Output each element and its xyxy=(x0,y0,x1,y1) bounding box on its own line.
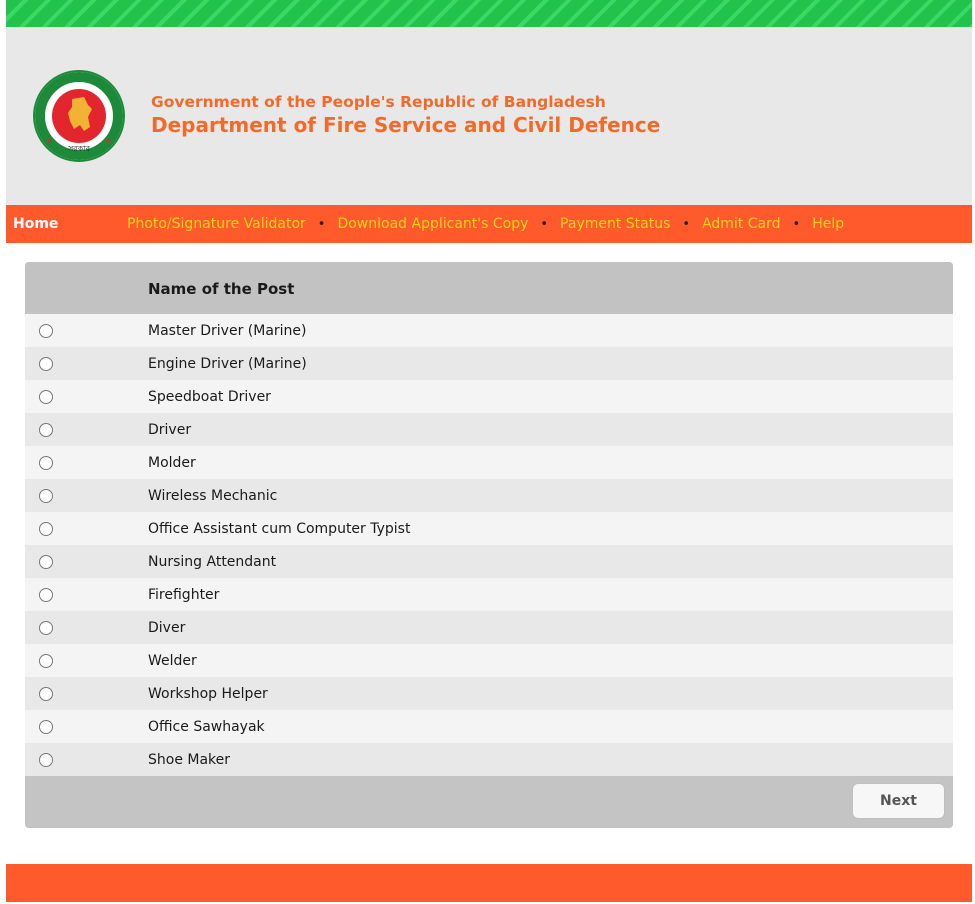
post-radio-button[interactable] xyxy=(39,588,53,602)
post-name-column-header: Name of the Post xyxy=(148,280,295,298)
post-name-label: Molder xyxy=(148,454,196,471)
footer-bar xyxy=(6,864,972,902)
post-name-label: Driver xyxy=(148,421,192,438)
post-name-label: Shoe Maker xyxy=(148,751,231,768)
post-row[interactable] xyxy=(25,578,953,611)
nav-separator: • xyxy=(682,216,691,232)
post-row[interactable] xyxy=(25,479,953,512)
post-name-label: Master Driver (Marine) xyxy=(148,322,307,339)
nav-home-link[interactable]: Home xyxy=(13,216,59,232)
post-row[interactable] xyxy=(25,446,953,479)
post-row[interactable] xyxy=(25,545,953,578)
panel-footer xyxy=(25,776,953,828)
post-row[interactable] xyxy=(25,380,953,413)
post-name-label: Engine Driver (Marine) xyxy=(148,355,307,372)
post-name-label: Speedboat Driver xyxy=(148,388,271,405)
nav-photo-signature-validator[interactable]: Photo/Signature Validator xyxy=(127,216,306,232)
post-row[interactable] xyxy=(25,644,953,677)
post-name-label: Nursing Attendant xyxy=(148,553,277,570)
star-icon: ★ xyxy=(46,137,53,145)
post-radio-button[interactable] xyxy=(39,687,53,701)
post-name-label: Welder xyxy=(148,652,197,669)
table-header xyxy=(25,262,953,314)
nav-separator: • xyxy=(540,216,549,232)
post-name-label: Diver xyxy=(148,619,186,636)
next-button[interactable]: Next xyxy=(852,783,945,819)
post-radio-button[interactable] xyxy=(39,522,53,536)
post-radio-button[interactable] xyxy=(39,654,53,668)
post-row[interactable] xyxy=(25,314,953,347)
post-row[interactable] xyxy=(25,677,953,710)
post-name-label: Firefighter xyxy=(148,586,220,603)
header xyxy=(6,27,972,205)
nav-admit-card[interactable]: Admit Card xyxy=(702,216,781,232)
nav-links xyxy=(127,216,844,232)
main-navbar xyxy=(6,205,972,243)
post-name-label: Office Sawhayak xyxy=(148,718,265,735)
post-selection-panel xyxy=(25,262,953,828)
post-row[interactable] xyxy=(25,611,953,644)
post-row[interactable] xyxy=(25,710,953,743)
government-title: Government of the People's Republic of Bangladesh xyxy=(151,93,606,111)
government-seal-logo xyxy=(32,69,126,163)
post-radio-button[interactable] xyxy=(39,423,53,437)
nav-payment-status[interactable]: Payment Status xyxy=(560,216,671,232)
logo-bottom-text: সরকার xyxy=(67,144,91,153)
top-stripe xyxy=(6,0,972,27)
nav-separator: • xyxy=(317,216,326,232)
nav-separator: • xyxy=(792,216,801,232)
nav-help[interactable]: Help xyxy=(812,216,845,232)
star-icon: ★ xyxy=(105,137,112,145)
nav-download-applicants-copy[interactable]: Download Applicant's Copy xyxy=(337,216,529,232)
post-list xyxy=(25,314,953,776)
post-radio-button[interactable] xyxy=(39,456,53,470)
post-row[interactable] xyxy=(25,512,953,545)
post-radio-button[interactable] xyxy=(39,720,53,734)
post-radio-button[interactable] xyxy=(39,753,53,767)
post-name-label: Wireless Mechanic xyxy=(148,487,278,504)
post-row[interactable] xyxy=(25,413,953,446)
post-row[interactable] xyxy=(25,347,953,380)
post-radio-button[interactable] xyxy=(39,357,53,371)
post-name-label: Workshop Helper xyxy=(148,685,268,702)
post-radio-button[interactable] xyxy=(39,489,53,503)
post-radio-button[interactable] xyxy=(39,324,53,338)
post-radio-button[interactable] xyxy=(39,390,53,404)
post-radio-button[interactable] xyxy=(39,621,53,635)
post-name-label: Office Assistant cum Computer Typist xyxy=(148,520,411,537)
department-title: Department of Fire Service and Civil Defence xyxy=(151,113,661,137)
post-row[interactable] xyxy=(25,743,953,776)
post-radio-button[interactable] xyxy=(39,555,53,569)
